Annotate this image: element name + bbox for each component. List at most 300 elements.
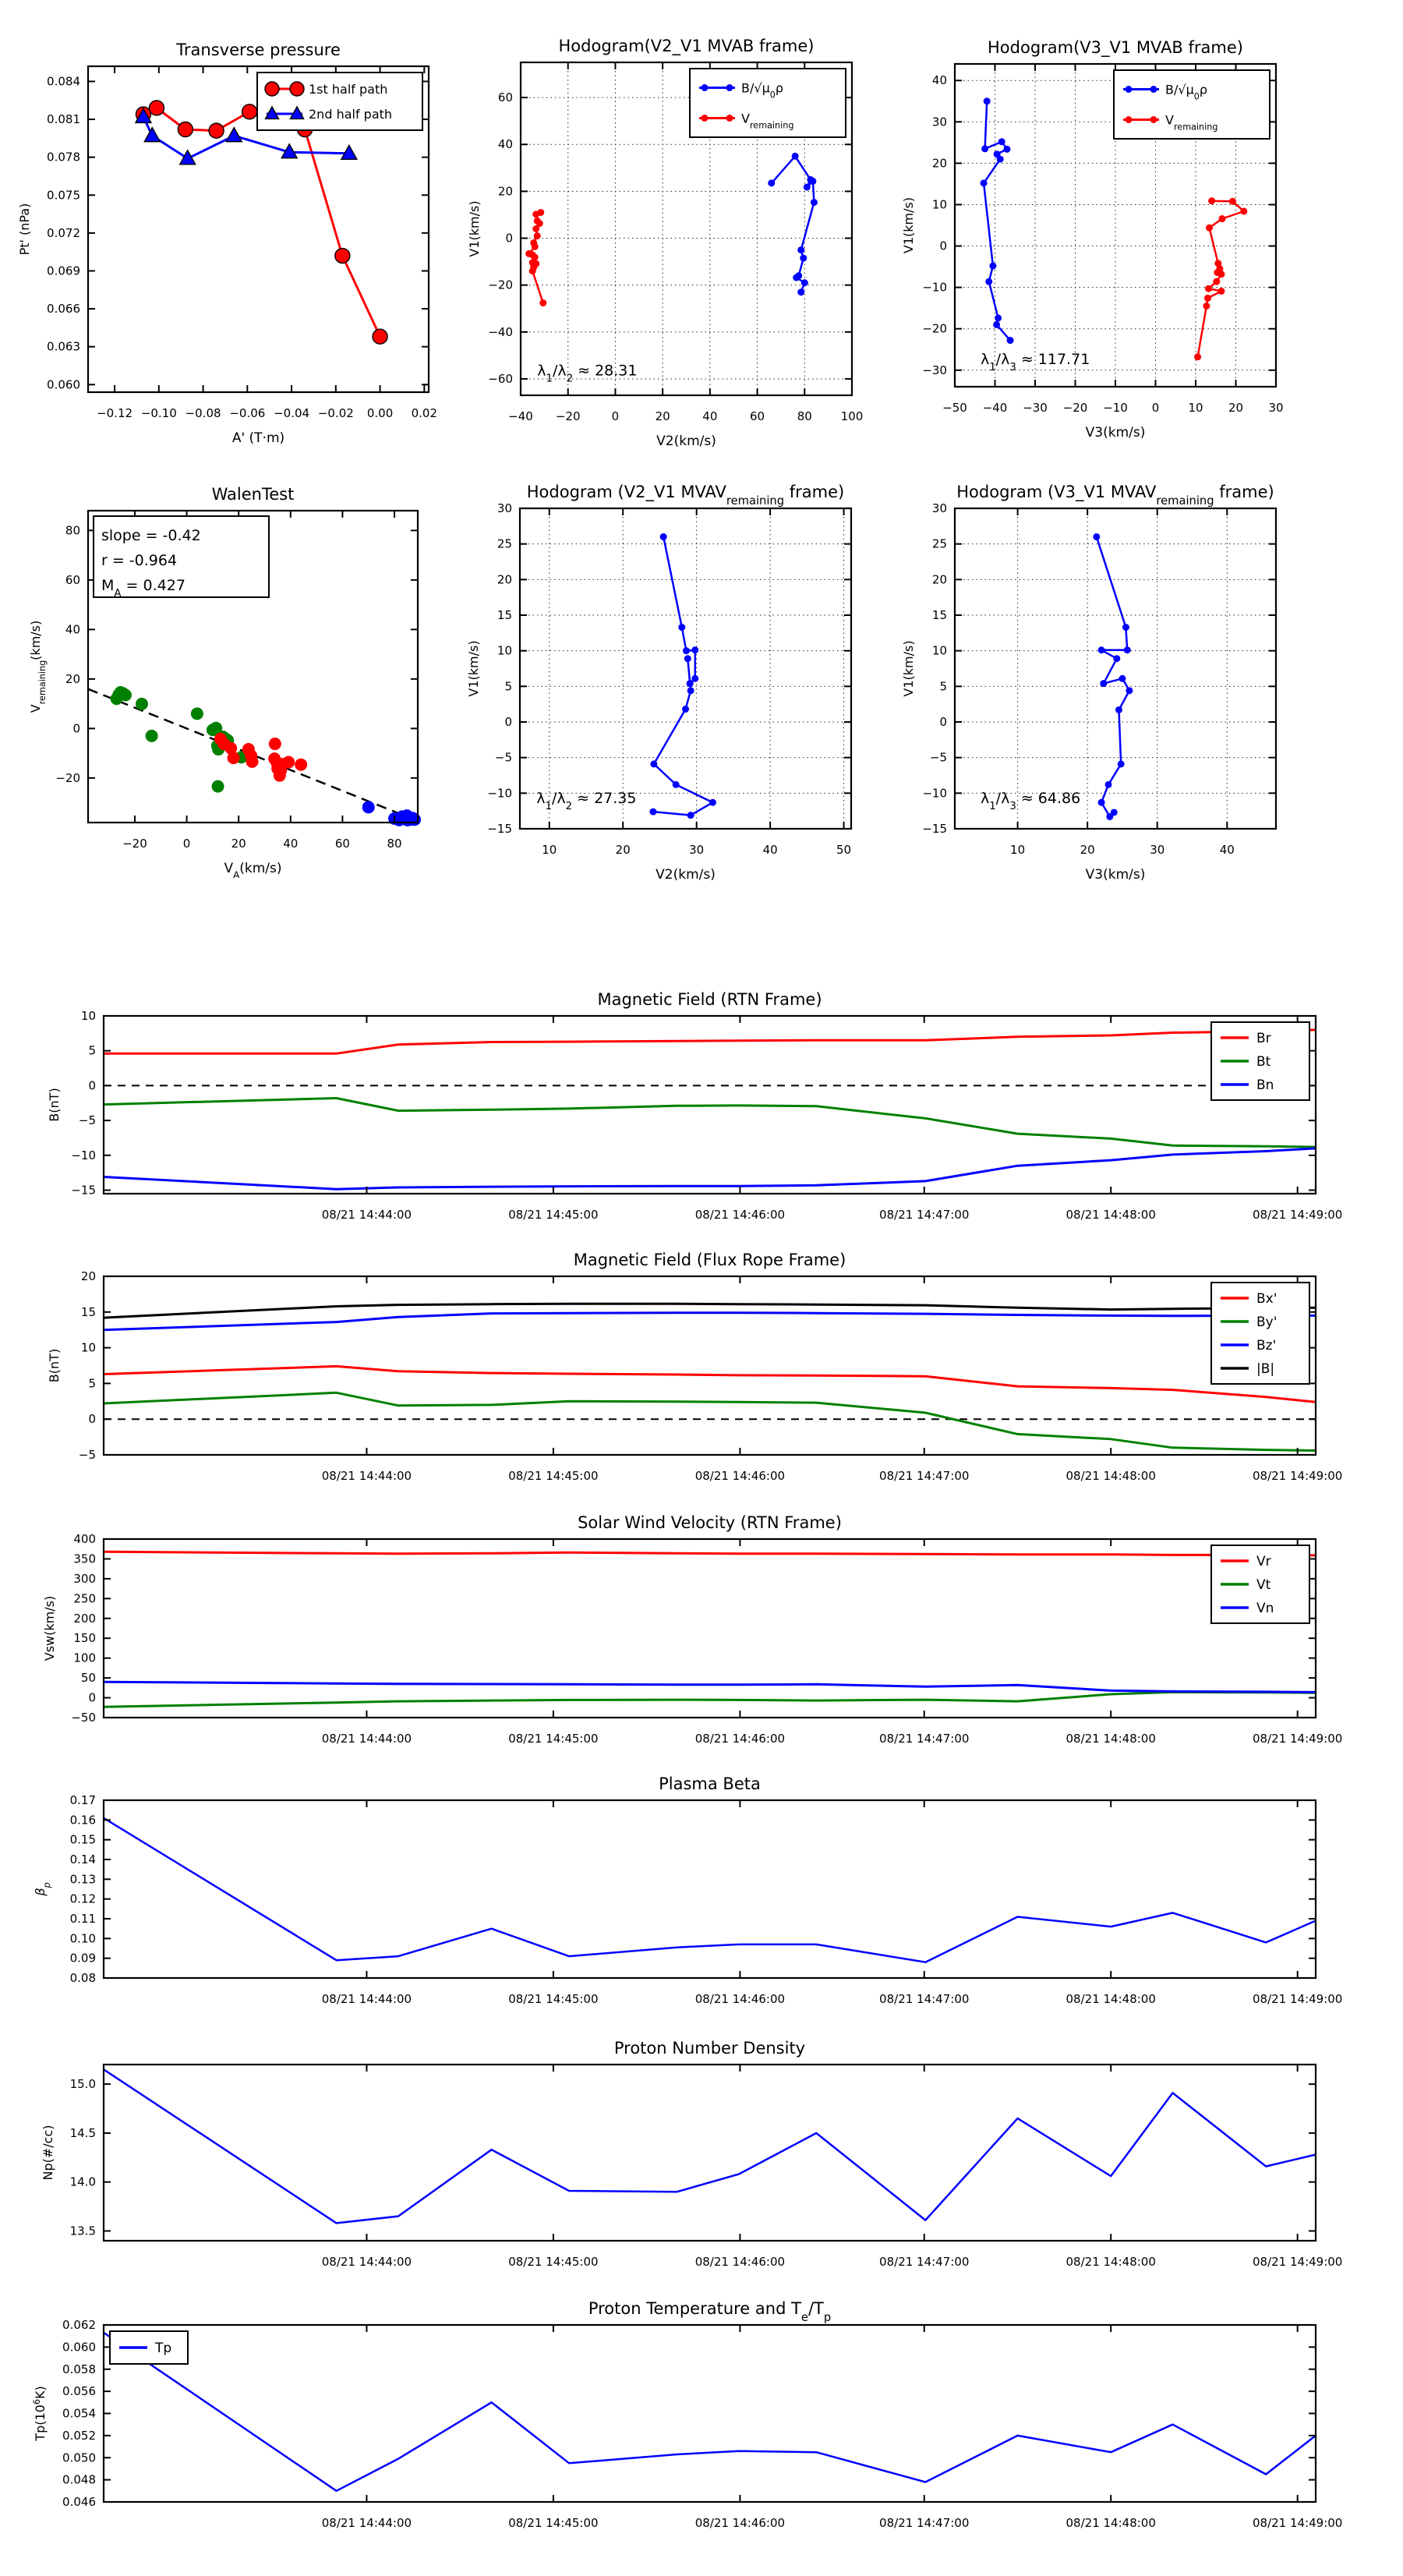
y-tick-label: 60 (497, 90, 513, 105)
legend-label: 1st half path (309, 82, 388, 97)
x-tick-label: 08/21 14:44:00 (321, 1469, 412, 1483)
panel-title: Hodogram (V2_V1 $MVAV_{remaining}$ frame) (526, 483, 845, 508)
data-marker (146, 730, 158, 742)
y-tick-label: 40 (497, 137, 513, 152)
x-tick-label: 08/21 14:47:00 (879, 1469, 970, 1483)
y-tick-label: 20 (497, 572, 512, 587)
x-tick-label: 50 (836, 843, 852, 857)
legend-label: Bz' (1256, 1338, 1277, 1353)
data-marker (119, 689, 132, 702)
x-tick-label: 08/21 14:46:00 (694, 2255, 786, 2269)
legend-label: Bn (1256, 1077, 1274, 1093)
y-tick-label: 0 (88, 1078, 96, 1093)
y-tick-label: 0.14 (69, 1852, 96, 1867)
x-tick-label: 08/21 14:48:00 (1066, 1992, 1156, 2006)
y-tick-label: 13.5 (69, 2224, 96, 2238)
y-tick-label: 0.09 (69, 1951, 96, 1966)
x-tick-label: 40 (702, 409, 718, 423)
y-tick-label: −40 (488, 324, 513, 339)
data-marker (989, 263, 996, 270)
data-marker (1119, 675, 1126, 682)
y-tick-label: 0.075 (47, 188, 80, 203)
y-tick-label: 14.0 (69, 2174, 96, 2189)
data-marker (191, 707, 203, 720)
y-tick-label: −10 (922, 786, 947, 801)
x-tick-label: 08/21 14:49:00 (1252, 1469, 1343, 1483)
data-marker (1218, 215, 1225, 222)
x-tick-label: −20 (1062, 401, 1088, 415)
x-tick-label: 08/21 14:46:00 (694, 1208, 786, 1222)
x-tick-label: 08/21 14:49:00 (1252, 1992, 1343, 2006)
x-tick-label: 08/21 14:48:00 (1066, 2516, 1156, 2530)
legend-label: Bt (1256, 1054, 1271, 1070)
data-marker (149, 101, 164, 115)
data-marker (702, 84, 709, 91)
annotation: $\lambda_1/\lambda_2 \approx 28.31$ (537, 362, 638, 384)
x-tick-label: 60 (334, 837, 350, 851)
x-tick-label: 08/21 14:47:00 (879, 1208, 970, 1222)
data-marker (809, 178, 816, 185)
data-marker (1240, 207, 1247, 214)
x-tick-label: 30 (1268, 401, 1284, 415)
y-tick-label: −10 (71, 1148, 96, 1162)
data-marker (1217, 288, 1225, 295)
y-tick-label: 0 (505, 231, 513, 246)
x-tick-label: 20 (615, 843, 631, 857)
x-tick-label: 0.00 (366, 406, 394, 420)
x-axis-label: V2(km/s) (656, 433, 716, 449)
legend-label: Tp (155, 2341, 172, 2356)
x-tick-label: 08/21 14:46:00 (694, 1469, 786, 1483)
x-tick-label: 08/21 14:47:00 (879, 1992, 970, 2006)
data-marker (792, 153, 799, 160)
data-marker (793, 274, 800, 281)
x-tick-label: 08/21 14:49:00 (1252, 2516, 1343, 2530)
x-tick-label: 08/21 14:47:00 (879, 2255, 970, 2269)
data-marker (1217, 271, 1225, 278)
data-marker (265, 82, 279, 96)
y-tick-label: 25 (497, 536, 512, 551)
x-tick-label: 60 (750, 409, 765, 423)
y-tick-label: 0.13 (69, 1872, 96, 1887)
data-marker (373, 329, 387, 344)
y-tick-label: 0.046 (62, 2495, 96, 2509)
data-marker (687, 812, 694, 819)
x-axis-label: A' (T·m) (231, 430, 285, 446)
x-tick-label: 40 (1219, 843, 1235, 857)
data-marker (1113, 655, 1120, 662)
x-tick-label: 40 (762, 843, 778, 857)
legend-label: Vr (1256, 1554, 1271, 1569)
legend (1114, 70, 1270, 139)
x-tick-label: 0 (611, 409, 620, 423)
y-tick-label: 60 (65, 572, 80, 587)
y-tick-label: 0.054 (62, 2406, 96, 2421)
y-tick-label: 0.050 (62, 2450, 96, 2465)
data-marker (532, 211, 539, 218)
y-tick-label: −15 (71, 1183, 96, 1198)
data-marker (539, 299, 546, 306)
panel-title: Proton Number Density (613, 2039, 806, 2058)
legend (1211, 1283, 1309, 1384)
data-marker (178, 122, 193, 137)
y-tick-label: −20 (488, 278, 513, 292)
y-tick-label: 0.081 (47, 112, 80, 127)
y-tick-label: 0.069 (47, 264, 80, 278)
y-tick-label: 30 (931, 115, 947, 129)
data-marker (985, 278, 992, 285)
panel-title: Proton Temperature and $T_e/T_p$ (588, 2299, 832, 2324)
data-marker (800, 255, 807, 262)
x-tick-label: −20 (122, 837, 147, 851)
y-tick-label: −10 (922, 280, 947, 295)
legend-label: $V_{remaining}$ (741, 111, 794, 130)
x-tick-label: 10 (542, 843, 557, 857)
data-marker (1098, 646, 1105, 653)
data-marker (209, 123, 224, 138)
legend (1211, 1545, 1309, 1623)
y-tick-label: 10 (497, 643, 512, 658)
panel-title: Transverse pressure (176, 41, 341, 59)
x-tick-label: 08/21 14:48:00 (1066, 1208, 1156, 1222)
data-marker (1126, 116, 1133, 123)
x-tick-label: 08/21 14:48:00 (1066, 2255, 1156, 2269)
y-axis-label: Np(#/cc) (41, 2125, 55, 2181)
x-tick-label: 08/21 14:44:00 (321, 2255, 412, 2269)
y-tick-label: 50 (80, 1671, 96, 1686)
y-tick-label: −50 (71, 1711, 96, 1725)
y-tick-label: 200 (73, 1611, 96, 1626)
data-marker (709, 799, 716, 806)
x-tick-label: −50 (942, 401, 967, 415)
data-marker (1093, 533, 1100, 540)
data-marker (811, 199, 818, 206)
y-tick-label: 0.10 (69, 1931, 96, 1946)
y-tick-label: −20 (55, 770, 80, 785)
y-tick-label: 30 (497, 501, 512, 515)
data-marker (726, 115, 733, 122)
data-marker (269, 738, 281, 750)
data-marker (1111, 809, 1118, 816)
panel-title: Magnetic Field (RTN Frame) (597, 990, 822, 1009)
y-tick-label: 400 (73, 1532, 96, 1546)
data-marker (993, 321, 1000, 328)
legend (257, 73, 422, 130)
data-marker (995, 314, 1002, 321)
x-tick-label: 08/21 14:44:00 (321, 1732, 412, 1746)
data-marker (691, 675, 698, 682)
x-tick-label: 80 (797, 409, 812, 423)
x-tick-label: −0.06 (229, 406, 266, 420)
data-marker (1204, 295, 1211, 302)
y-tick-label: 20 (80, 1269, 96, 1283)
y-tick-label: 20 (931, 156, 947, 171)
x-tick-label: 08/21 14:48:00 (1066, 1732, 1156, 1746)
data-marker (768, 179, 775, 186)
y-tick-label: 0.08 (69, 1971, 96, 1985)
y-axis-label: Pt' (nPa) (17, 203, 32, 256)
panel-title: Solar Wind Velocity (RTN Frame) (578, 1513, 842, 1532)
x-tick-label: 08/21 14:44:00 (321, 1992, 412, 2006)
data-marker (687, 687, 694, 694)
y-axis-label: V1(km/s) (901, 196, 916, 254)
data-marker (212, 780, 224, 793)
stats-line: $M_A = 0.427$ (101, 577, 186, 600)
x-tick-label: 08/21 14:45:00 (508, 1732, 599, 1746)
x-tick-label: 08/21 14:47:00 (879, 2516, 970, 2530)
data-marker (246, 755, 259, 768)
data-marker (682, 706, 689, 713)
x-tick-label: 08/21 14:46:00 (694, 1732, 786, 1746)
y-tick-label: 0.048 (62, 2472, 96, 2487)
x-tick-label: 100 (840, 409, 864, 423)
y-tick-label: 0 (504, 715, 512, 729)
legend-label: 2nd half path (309, 107, 393, 122)
data-marker (687, 680, 694, 687)
data-marker (408, 813, 421, 826)
data-marker (529, 267, 536, 274)
x-axis-label: $V_A(km/s)$ (224, 861, 282, 880)
y-tick-label: 0 (72, 721, 80, 736)
y-tick-label: −60 (488, 371, 513, 386)
data-marker (1205, 285, 1212, 292)
data-marker (801, 279, 808, 286)
data-marker (673, 781, 680, 788)
x-tick-label: 20 (1080, 843, 1095, 857)
data-marker (797, 288, 804, 295)
y-tick-label: 0 (939, 239, 947, 253)
y-axis-label: V1(km/s) (901, 640, 916, 697)
x-tick-label: 08/21 14:45:00 (508, 1469, 599, 1483)
x-axis-label: V3(km/s) (1085, 425, 1146, 441)
y-tick-label: 0.060 (62, 2340, 96, 2355)
data-marker (1122, 624, 1129, 631)
y-tick-label: 0 (939, 715, 947, 729)
stats-line: slope = -0.42 (101, 527, 201, 544)
data-marker (532, 243, 539, 250)
y-tick-label: −5 (929, 750, 947, 765)
y-tick-label: 0.063 (47, 339, 80, 354)
y-tick-label: −15 (487, 822, 512, 836)
y-tick-label: 20 (497, 184, 513, 199)
data-marker (1003, 146, 1010, 153)
y-tick-label: 0.056 (62, 2384, 96, 2399)
data-marker (997, 156, 1004, 163)
y-tick-label: 0.060 (47, 377, 80, 392)
y-tick-label: 10 (80, 1009, 96, 1023)
data-marker (335, 249, 350, 264)
data-marker (282, 756, 295, 769)
y-tick-label: 15 (931, 608, 947, 622)
y-axis-label: Vsw(km/s) (42, 1595, 57, 1661)
x-tick-label: 08/21 14:45:00 (508, 2516, 599, 2530)
data-marker (804, 183, 811, 190)
stats-line: r = -0.964 (101, 552, 178, 569)
legend-label: Br (1256, 1031, 1271, 1046)
y-tick-label: −5 (494, 750, 512, 765)
y-tick-label: 0.052 (62, 2428, 96, 2443)
data-marker (1150, 86, 1157, 93)
data-marker (1118, 760, 1125, 767)
data-marker (684, 655, 691, 662)
x-tick-label: 10 (1010, 843, 1026, 857)
data-marker (1126, 687, 1133, 694)
y-tick-label: 40 (931, 73, 947, 88)
y-tick-label: 5 (88, 1043, 96, 1058)
data-marker (981, 145, 988, 152)
legend-label: By' (1256, 1315, 1278, 1330)
x-tick-label: 30 (1150, 843, 1165, 857)
data-marker (1203, 303, 1210, 310)
data-marker (702, 115, 709, 122)
x-tick-label: 80 (387, 837, 402, 851)
annotation: $\lambda_1/\lambda_3 \approx 117.71$ (980, 351, 1090, 373)
y-axis-label: V1(km/s) (466, 640, 481, 697)
y-tick-label: 10 (931, 643, 947, 658)
panel-title: Hodogram(V2_V1 MVAB frame) (558, 37, 815, 55)
data-marker (1229, 198, 1236, 205)
data-marker (678, 624, 685, 631)
legend-label: $V_{remaining}$ (1165, 112, 1218, 132)
legend-label: Bx' (1256, 1291, 1278, 1307)
y-tick-label: 10 (80, 1340, 96, 1355)
panel-title: WalenTest (211, 485, 295, 504)
data-marker (242, 104, 257, 119)
x-tick-label: 40 (283, 837, 299, 851)
data-marker (660, 533, 667, 540)
y-tick-label: 0.072 (47, 225, 80, 240)
y-tick-label: 0.17 (69, 1793, 96, 1807)
y-tick-label: 0.066 (47, 302, 80, 317)
y-tick-label: −10 (487, 786, 512, 801)
y-tick-label: 0.15 (69, 1832, 96, 1847)
data-marker (1194, 353, 1201, 360)
x-tick-label: 08/21 14:46:00 (694, 2516, 786, 2530)
y-tick-label: 15 (497, 608, 512, 622)
data-marker (136, 698, 148, 710)
x-tick-label: 10 (1188, 401, 1203, 415)
y-axis-label: $Tp(10^6K)$ (31, 2386, 48, 2441)
data-marker (683, 647, 690, 654)
data-marker (362, 801, 375, 813)
data-marker (1208, 197, 1215, 204)
y-tick-label: 0.16 (69, 1813, 96, 1828)
y-tick-label: 150 (73, 1631, 96, 1646)
x-tick-label: −30 (1023, 401, 1048, 415)
x-tick-label: 0.02 (411, 406, 438, 420)
x-tick-label: 08/21 14:45:00 (508, 2255, 599, 2269)
y-axis-label: $V_{remaining}(km/s)$ (28, 620, 48, 713)
data-marker (650, 760, 657, 767)
data-marker (1206, 225, 1213, 232)
legend (110, 2331, 188, 2364)
x-tick-label: −0.10 (140, 406, 177, 420)
y-axis-label: $\beta_p$ (33, 1882, 52, 1896)
data-marker (1100, 680, 1107, 687)
data-marker (290, 82, 304, 96)
legend-label: $B/√\mu_0\rho$ (1165, 82, 1208, 101)
x-tick-label: 08/21 14:44:00 (321, 2516, 412, 2530)
data-marker (1098, 799, 1105, 806)
data-marker (649, 809, 656, 816)
data-marker (1213, 278, 1220, 285)
panel-title: Hodogram(V3_V1 MVAB frame) (988, 38, 1243, 57)
x-axis-label: V3(km/s) (1085, 867, 1146, 883)
x-tick-label: 08/21 14:46:00 (694, 1992, 786, 2006)
data-marker (1126, 86, 1133, 93)
y-tick-label: 300 (73, 1571, 96, 1586)
x-tick-label: 08/21 14:49:00 (1252, 2255, 1343, 2269)
x-tick-label: 0 (182, 837, 191, 851)
y-tick-label: 250 (73, 1591, 96, 1606)
x-tick-label: 08/21 14:44:00 (321, 1208, 412, 1222)
x-tick-label: 08/21 14:45:00 (508, 1208, 599, 1222)
annotation: $\lambda_1/\lambda_2 \approx 27.35$ (536, 790, 637, 812)
data-marker (1105, 781, 1112, 788)
x-tick-label: 08/21 14:49:00 (1252, 1208, 1343, 1222)
y-tick-label: −30 (922, 363, 947, 377)
y-axis-label: V1(km/s) (467, 200, 482, 257)
x-axis-label: V2(km/s) (656, 867, 716, 883)
legend-label: Vn (1256, 1601, 1274, 1616)
x-tick-label: 08/21 14:49:00 (1252, 1732, 1343, 1746)
y-tick-label: 5 (939, 679, 947, 694)
annotation: $\lambda_1/\lambda_3 \approx 64.86$ (980, 790, 1081, 812)
data-marker (998, 138, 1005, 145)
legend-label: Vt (1256, 1577, 1271, 1593)
y-tick-label: 30 (931, 501, 947, 515)
data-marker (1150, 116, 1157, 123)
x-tick-label: 08/21 14:45:00 (508, 1992, 599, 2006)
x-tick-label: −0.04 (274, 406, 310, 420)
y-tick-label: 25 (931, 536, 947, 551)
y-tick-label: 80 (65, 523, 80, 538)
legend-label: |B| (1256, 1361, 1275, 1377)
x-tick-label: −0.08 (185, 406, 221, 420)
data-marker (1007, 337, 1014, 344)
y-tick-label: 0.11 (69, 1912, 96, 1926)
legend-label: $B/√\mu_0\rho$ (741, 80, 784, 100)
panel-title: Plasma Beta (659, 1775, 761, 1793)
y-tick-label: 0.084 (47, 74, 80, 89)
y-tick-label: 14.5 (69, 2125, 96, 2140)
y-tick-label: −5 (78, 1448, 96, 1462)
y-tick-label: 0.058 (62, 2362, 96, 2376)
y-axis-label: B(nT) (47, 1088, 62, 1122)
y-tick-label: 15 (80, 1304, 96, 1319)
data-marker (534, 232, 541, 239)
data-marker (981, 179, 988, 186)
y-tick-label: −20 (922, 321, 947, 336)
y-tick-label: 350 (73, 1552, 96, 1566)
x-tick-label: 20 (231, 837, 246, 851)
legend (1211, 1022, 1309, 1100)
x-tick-label: −10 (1103, 401, 1128, 415)
y-tick-label: 0 (88, 1690, 96, 1705)
y-tick-label: 0 (88, 1412, 96, 1427)
x-tick-label: 08/21 14:47:00 (879, 1732, 970, 1746)
data-marker (726, 84, 733, 91)
y-tick-label: 100 (73, 1651, 96, 1665)
x-tick-label: 20 (655, 409, 670, 423)
x-tick-label: 20 (1228, 401, 1244, 415)
data-marker (1115, 706, 1122, 713)
x-tick-label: −0.02 (317, 406, 354, 420)
x-tick-label: 30 (689, 843, 705, 857)
y-tick-label: 40 (65, 622, 80, 637)
y-tick-label: 0.12 (69, 1891, 96, 1906)
x-tick-label: −40 (508, 409, 533, 423)
